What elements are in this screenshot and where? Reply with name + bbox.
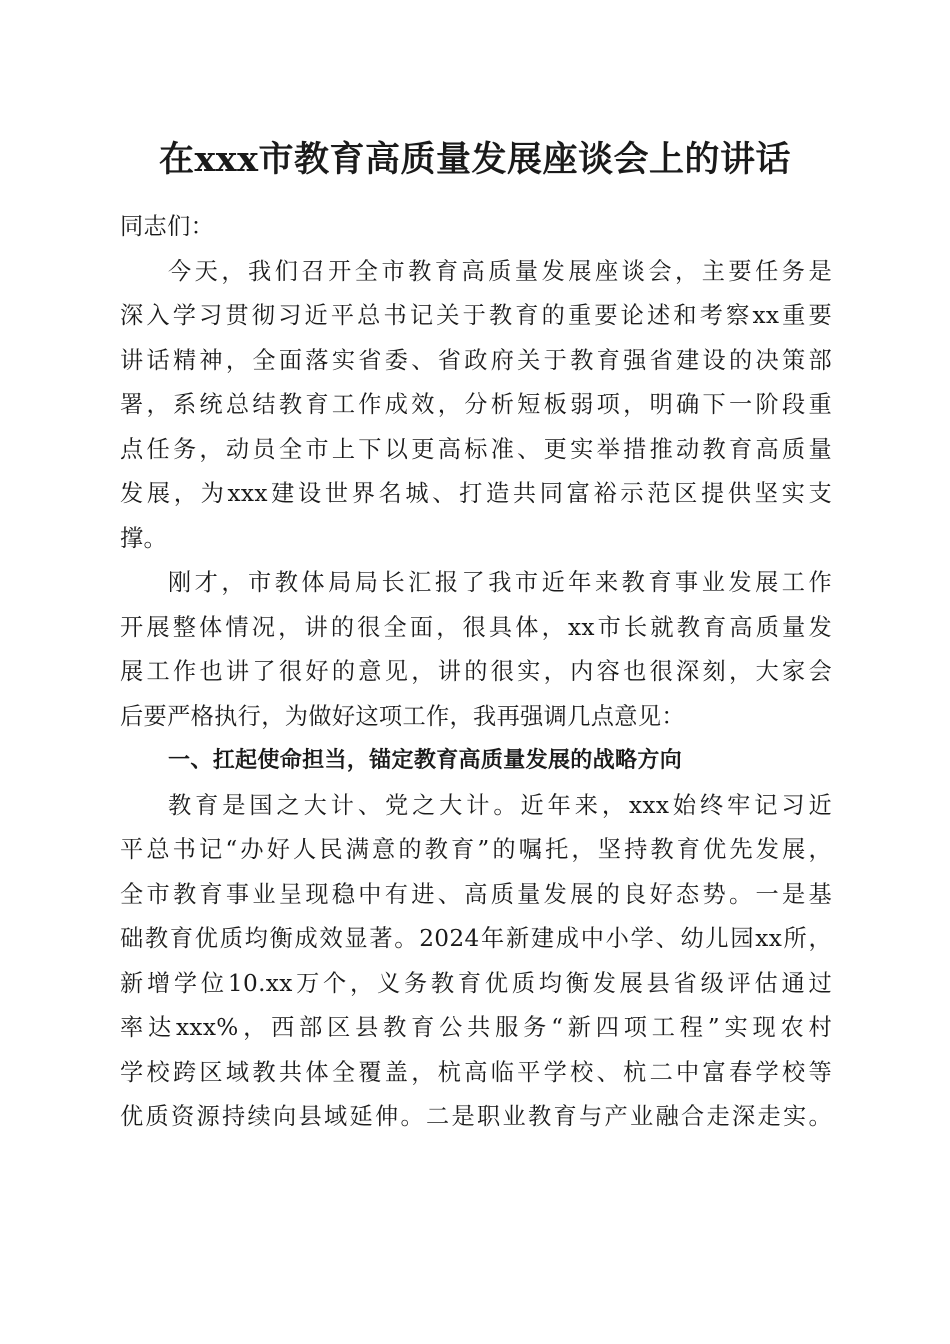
paragraph-line: 教育是国之大计、党之大计。近年来，xxx始终牢记习近 [168, 791, 832, 819]
paragraph-line: 率达xxx%，西部区县教育公共服务“新四项工程”实现农村 [120, 1014, 832, 1041]
paragraph-line: 开展整体情况，讲的很全面，很具体，xx市长就教育高质量发 [120, 613, 832, 641]
paragraph-line: 后要严格执行，为做好这项工作，我再强调几点意见： [120, 702, 685, 730]
paragraph-line: 学校跨区域教共体全覆盖，杭高临平学校、杭二中富春学校等 [120, 1058, 832, 1086]
paragraph-line: 础教育优质均衡成效显著。2024年新建成中小学、幼儿园xx所， [120, 925, 832, 952]
paragraph-line: 点任务，动员全市上下以更高标准、更实举措推动教育高质量 [120, 435, 832, 463]
document-title: 在xxx市教育高质量发展座谈会上的讲话 [158, 139, 792, 180]
paragraph-line: 优质资源持续向县域延伸。二是职业教育与产业融合走深走实。 [120, 1103, 832, 1130]
paragraph-line: 全市教育事业呈现稳中有进、高质量发展的良好态势。一是基 [120, 880, 832, 908]
paragraph-line: 平总书记“办好人民满意的教育”的嘱托，坚持教育优先发展， [120, 836, 832, 863]
paragraph-line: 发展，为xxx建设世界名城、打造共同富裕示范区提供坚实支 [120, 480, 832, 507]
paragraph-line: 深入学习贯彻习近平总书记关于教育的重要论述和考察xx重要 [120, 302, 832, 329]
paragraph-line: 讲话精神，全面落实省委、省政府关于教育强省建设的决策部 [120, 346, 832, 374]
paragraph-line: 撑。 [120, 524, 168, 552]
section-heading: 一、扛起使命担当，锚定教育高质量发展的战略方向 [168, 748, 683, 773]
paragraph-line: 今天，我们召开全市教育高质量发展座谈会，主要任务是 [168, 257, 832, 285]
paragraph-line: 署，系统总结教育工作成效，分析短板弱项，明确下一阶段重 [120, 391, 832, 418]
salutation: 同志们： [120, 213, 215, 240]
speech-body [120, 205, 832, 1140]
paragraph-line: 新增学位10.xx万个，义务教育优质均衡发展县省级评估通过 [120, 969, 832, 997]
paragraph-line: 展工作也讲了很好的意见，讲的很实，内容也很深刻，大家会 [120, 658, 832, 685]
paragraph-line: 刚才，市教体局局长汇报了我市近年来教育事业发展工作 [168, 569, 832, 596]
